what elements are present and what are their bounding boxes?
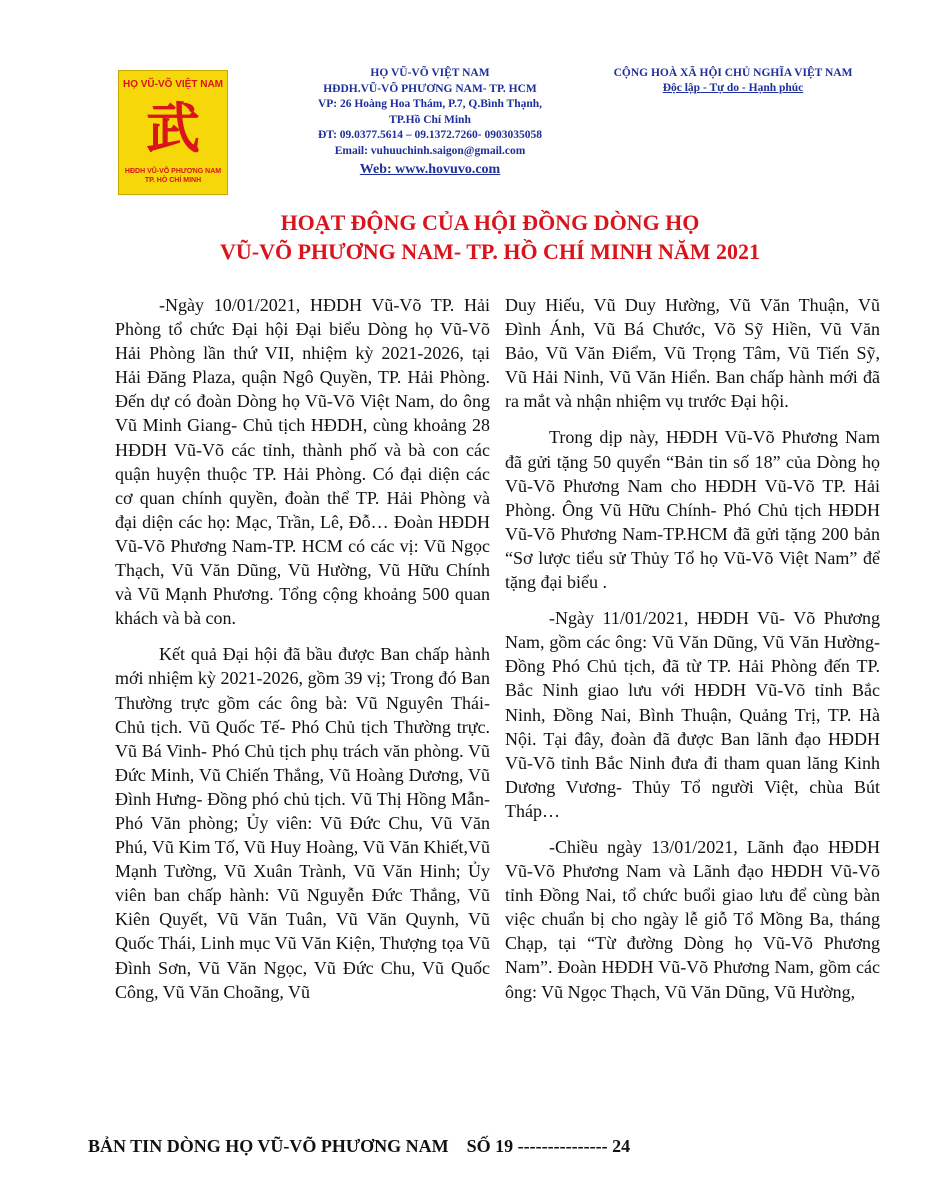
left-column [115, 293, 490, 1016]
org-email: Email: vuhuuchinh.saigon@gmail.com [334, 144, 526, 157]
title-line-2: VŨ-VÕ PHƯƠNG NAM- TP. HỒ CHÍ MINH NĂM 2021 [220, 239, 760, 264]
logo-bottom-line-1: HĐDH VŨ-VÕ PHƯƠNG NAM [124, 168, 222, 175]
article-title [90, 208, 890, 266]
logo-bottom-line-2: TP. HỒ CHÍ MINH [144, 177, 202, 184]
paragraph: Trong dịp này, HĐDH Vũ-Võ Phương Nam đã gửi tặng 50 quyển “Bản tin số 18” của Dòng họ Vũ-Võ Phương Nam cho HĐDH Vũ-Võ TP. Hải Phòng. Ông Vũ Hữu Chính- Phó Chủ tịch HĐDH Vũ-Võ Phương Nam-TP.HCM đã gửi tặng 200 bản “Sơ lược tiểu sử Thủy Tổ họ Vũ-Võ Việt Nam” để tặng đại biểu . [505, 427, 880, 593]
paragraph: -Chiều ngày 13/01/2021, Lãnh đạo HĐDH Vũ-Võ Phương Nam và Lãnh đạo HĐDH Vũ-Võ tỉnh Đồng Nai, tổ chức buổi giao lưu để cùng bàn việc chuẩn bị cho ngày lễ giỗ Tổ Mồng Ba, tháng Chạp, tại “Từ đường Dòng họ Vũ-Võ Phương Nam”. Đoàn HĐDH Vũ-Võ Phương Nam, gồm các ông: Vũ Ngọc Thạch, Vũ Văn Dũng, Vũ Hường, [505, 836, 880, 1002]
org-phone: ĐT: 09.0377.5614 – 09.1372.7260- 0903035058 [317, 129, 543, 141]
org-address: VP: 26 Hoàng Hoa Thám, P.7, Q.Bình Thạnh, [317, 98, 543, 110]
logo-bottom-text [119, 167, 227, 185]
paragraph: Kết quả Đại hội đã bầu được Ban chấp hành mới nhiệm kỳ 2021-2026, gồm 39 vị; Trong đó Ban Thường trực gồm các ông bà: Vũ Nguyên Thái- Chủ tịch. Vũ Quốc Tế- Phó Chủ tịch Thường trực. Vũ Bá Vinh- Phó Chủ tịch phụ trách văn phòng. Vũ Đức Minh, Vũ Chiến Thắng, Vũ Hoàng Dương, Vũ Đình Hưng- Đồng phó chủ tịch. Vũ Thị Hồng Mẫn- Phó Văn phòng; Ủy viên: Vũ Đức Chu, Vũ Văn Phú, Vũ Kim Tố, Vũ Huy Hoàng, Vũ Văn Khiết,Vũ Mạnh Tường, Vũ Xuân Trành, Vũ Văn Hinh; Ủy viên ban chấp hành: Vũ Nguyễn Đức Thắng, Vũ Kiên Quyết, Vũ Văn Tuân, Vũ Văn Quynh, Vũ Quốc Thái, Linh mục Vũ Văn Kiện, Thượng tọa Vũ Đình Sơn, Vũ Văn Ngọc, Vũ Đức Chu, Vũ Quốc Công, Vũ Văn Choãng, Vũ [115, 644, 490, 1002]
org-city: TP.Hồ Chí Minh [389, 113, 471, 126]
nation-motto: Độc lập - Tự do - Hạnh phúc [662, 82, 804, 94]
nation-name: CỘNG HOÀ XÃ HỘI CHỦ NGHĨA VIỆT NAM [613, 67, 853, 79]
national-heading [588, 66, 878, 96]
org-name: HỌ VŨ-VÕ VIỆT NAM [370, 67, 490, 79]
paragraph-continued: Duy Hiếu, Vũ Duy Hường, Vũ Văn Thuận, Vũ Đình Ánh, Vũ Bá Chước, Võ Sỹ Hiền, Vũ Văn Bảo, Vũ Văn Điểm, Vũ Trọng Tâm, Vũ Tiến Sỹ, Vũ Hải Ninh, Vũ Văn Hiển. Ban chấp hành mới đã ra mắt và nhận nhiệm vụ trước Đại hội. [505, 295, 880, 412]
right-column [505, 293, 880, 1016]
paragraph: -Ngày 10/01/2021, HĐDH Vũ-Võ TP. Hải Phòng tổ chức Đại hội Đại biểu Dòng họ Vũ-Võ Hải Phòng lần thứ VII, nhiệm kỳ 2021-2026, tại Hải Đăng Plaza, quận Ngô Quyền, TP. Hải Phòng. Đến dự có đoàn Dòng họ Vũ-Võ Việt Nam, do ông Vũ Minh Giang- Chủ tịch HĐDH, cùng khoảng 28 HĐDH Vũ-Võ các tỉnh, thành phố và bà con các quận huyện thuộc TP. Hải Phòng. Có đại diện các cơ quan chính quyền, đoàn thể TP. Hải Phòng và đại diện các họ: Mạc, Trần, Lê, Đỗ… Đoàn HĐDH Vũ-Võ Phương Nam-TP. HCM có các vị: Vũ Ngọc Thạch, Vũ Văn Dũng, Vũ Hường, Vũ Hữu Chính và Vũ Mạnh Phương. Tổng cộng khoảng 500 quan khách và bà con. [115, 295, 490, 629]
clan-logo [118, 70, 228, 195]
logo-glyph: 武 [146, 99, 200, 159]
page-footer: BẢN TIN DÒNG HỌ VŨ-VÕ PHƯƠNG NAM SỐ 19 --------------- 24 [88, 1136, 631, 1156]
logo-top-text: HỌ VŨ-VÕ VIỆT NAM [122, 79, 223, 90]
paragraph: -Ngày 11/01/2021, HĐDH Vũ- Võ Phương Nam, gồm các ông: Vũ Văn Dũng, Vũ Văn Hường- Đồng Phó Chủ tịch, đã từ TP. Hải Phòng đến TP. Bắc Ninh giao lưu với HĐDH Vũ-Võ tỉnh Bắc Ninh, Đồng Nai, Bình Thuận, Quảng Trị, TP. Hà Nội. Tại đây, đoàn đã được Ban lãnh đạo HĐDH Vũ-Võ tỉnh Bắc Ninh đưa đi tham quan lăng Kinh Dương Vương- Thủy Tổ người Việt, chùa Bút Tháp… [505, 608, 880, 821]
org-branch: HĐDH.VŨ-VÕ PHƯƠNG NAM- TP. HCM [323, 82, 537, 95]
organization-info [285, 66, 575, 178]
org-website-link[interactable]: Web: www.hovuvo.com [359, 162, 501, 177]
title-line-1: HOẠT ĐỘNG CỦA HỘI ĐỒNG DÒNG HỌ [280, 210, 700, 235]
